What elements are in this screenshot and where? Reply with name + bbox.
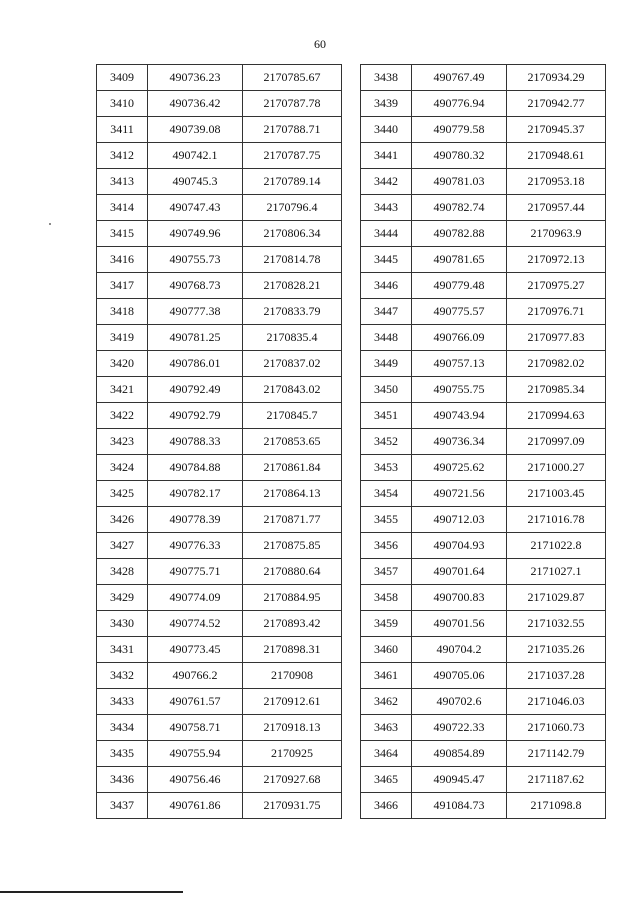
x-coordinate-cell: 490758.71 <box>148 715 243 741</box>
y-coordinate-cell: 2170853.65 <box>243 429 342 455</box>
y-coordinate-cell: 2170948.61 <box>507 143 606 169</box>
y-coordinate-cell: 2170880.64 <box>243 559 342 585</box>
table-row <box>97 481 342 507</box>
x-coordinate-cell: 490768.73 <box>148 273 243 299</box>
y-coordinate-cell: 2170912.61 <box>243 689 342 715</box>
y-coordinate-cell: 2170845.7 <box>243 403 342 429</box>
point-number-cell: 3451 <box>361 403 412 429</box>
table-row <box>97 221 342 247</box>
point-number-cell: 3409 <box>97 65 148 91</box>
point-number-cell: 3426 <box>97 507 148 533</box>
y-coordinate-cell: 2170982.02 <box>507 351 606 377</box>
point-number-cell: 3460 <box>361 637 412 663</box>
y-coordinate-cell: 2170945.37 <box>507 117 606 143</box>
table-row <box>361 195 606 221</box>
table-row <box>97 325 342 351</box>
table-row <box>97 65 342 91</box>
table-row <box>97 143 342 169</box>
table-row <box>361 351 606 377</box>
point-number-cell: 3412 <box>97 143 148 169</box>
scan-speck <box>49 223 51 225</box>
x-coordinate-cell: 490755.94 <box>148 741 243 767</box>
y-coordinate-cell: 2170861.84 <box>243 455 342 481</box>
point-number-cell: 3430 <box>97 611 148 637</box>
x-coordinate-cell: 490722.33 <box>412 715 507 741</box>
x-coordinate-cell: 490701.64 <box>412 559 507 585</box>
table-row <box>97 91 342 117</box>
table-row <box>361 559 606 585</box>
x-coordinate-cell: 490761.86 <box>148 793 243 819</box>
table-row <box>361 767 606 793</box>
table-row <box>361 455 606 481</box>
y-coordinate-cell: 2171003.45 <box>507 481 606 507</box>
x-coordinate-cell: 490736.34 <box>412 429 507 455</box>
y-coordinate-cell: 2170985.34 <box>507 377 606 403</box>
x-coordinate-cell: 490774.09 <box>148 585 243 611</box>
point-number-cell: 3457 <box>361 559 412 585</box>
x-coordinate-cell: 490782.17 <box>148 481 243 507</box>
y-coordinate-cell: 2171060.73 <box>507 715 606 741</box>
y-coordinate-cell: 2171022.8 <box>507 533 606 559</box>
point-number-cell: 3443 <box>361 195 412 221</box>
y-coordinate-cell: 2170864.13 <box>243 481 342 507</box>
point-number-cell: 3415 <box>97 221 148 247</box>
y-coordinate-cell: 2170963.9 <box>507 221 606 247</box>
table-row <box>361 481 606 507</box>
table-row <box>97 169 342 195</box>
x-coordinate-cell: 490779.58 <box>412 117 507 143</box>
point-number-cell: 3466 <box>361 793 412 819</box>
table-row <box>361 637 606 663</box>
x-coordinate-cell: 490736.23 <box>148 65 243 91</box>
point-number-cell: 3424 <box>97 455 148 481</box>
table-row <box>97 117 342 143</box>
x-coordinate-cell: 490705.06 <box>412 663 507 689</box>
table-row <box>361 663 606 689</box>
x-coordinate-cell: 490854.89 <box>412 741 507 767</box>
y-coordinate-cell: 2170957.44 <box>507 195 606 221</box>
y-coordinate-cell: 2170884.95 <box>243 585 342 611</box>
point-number-cell: 3411 <box>97 117 148 143</box>
point-number-cell: 3461 <box>361 663 412 689</box>
table-row <box>97 195 342 221</box>
y-coordinate-cell: 2170942.77 <box>507 91 606 117</box>
x-coordinate-cell: 490712.03 <box>412 507 507 533</box>
point-number-cell: 3434 <box>97 715 148 741</box>
point-number-cell: 3416 <box>97 247 148 273</box>
point-number-cell: 3464 <box>361 741 412 767</box>
x-coordinate-cell: 490766.09 <box>412 325 507 351</box>
x-coordinate-cell: 490701.56 <box>412 611 507 637</box>
table-row <box>361 403 606 429</box>
page-number: 60 <box>314 37 326 51</box>
point-number-cell: 3427 <box>97 533 148 559</box>
y-coordinate-cell: 2170931.75 <box>243 793 342 819</box>
table-row <box>97 793 342 819</box>
x-coordinate-cell: 490766.2 <box>148 663 243 689</box>
y-coordinate-cell: 2170994.63 <box>507 403 606 429</box>
point-number-cell: 3410 <box>97 91 148 117</box>
table-row <box>97 533 342 559</box>
point-number-cell: 3447 <box>361 299 412 325</box>
y-coordinate-cell: 2170814.78 <box>243 247 342 273</box>
y-coordinate-cell: 2170893.42 <box>243 611 342 637</box>
table-row <box>361 117 606 143</box>
x-coordinate-cell: 490782.74 <box>412 195 507 221</box>
point-number-cell: 3420 <box>97 351 148 377</box>
point-number-cell: 3463 <box>361 715 412 741</box>
table-row <box>361 689 606 715</box>
y-coordinate-cell: 2171016.78 <box>507 507 606 533</box>
y-coordinate-cell: 2170787.75 <box>243 143 342 169</box>
point-number-cell: 3448 <box>361 325 412 351</box>
coordinate-table-right <box>360 64 606 819</box>
point-number-cell: 3458 <box>361 585 412 611</box>
table-row <box>97 585 342 611</box>
y-coordinate-cell: 2170976.71 <box>507 299 606 325</box>
point-number-cell: 3450 <box>361 377 412 403</box>
point-number-cell: 3453 <box>361 455 412 481</box>
x-coordinate-cell: 490784.88 <box>148 455 243 481</box>
y-coordinate-cell: 2170972.13 <box>507 247 606 273</box>
point-number-cell: 3423 <box>97 429 148 455</box>
x-coordinate-cell: 490756.46 <box>148 767 243 793</box>
table-row <box>97 767 342 793</box>
point-number-cell: 3445 <box>361 247 412 273</box>
y-coordinate-cell: 2170975.27 <box>507 273 606 299</box>
point-number-cell: 3442 <box>361 169 412 195</box>
y-coordinate-cell: 2170908 <box>243 663 342 689</box>
x-coordinate-cell: 490792.79 <box>148 403 243 429</box>
table-row <box>97 247 342 273</box>
y-coordinate-cell: 2170785.67 <box>243 65 342 91</box>
x-coordinate-cell: 490721.56 <box>412 481 507 507</box>
x-coordinate-cell: 490704.2 <box>412 637 507 663</box>
table-row <box>361 793 606 819</box>
table-row <box>97 559 342 585</box>
x-coordinate-cell: 490739.08 <box>148 117 243 143</box>
table-row <box>361 91 606 117</box>
x-coordinate-cell: 490749.96 <box>148 221 243 247</box>
table-row <box>97 351 342 377</box>
point-number-cell: 3440 <box>361 117 412 143</box>
point-number-cell: 3438 <box>361 65 412 91</box>
x-coordinate-cell: 490742.1 <box>148 143 243 169</box>
point-number-cell: 3452 <box>361 429 412 455</box>
x-coordinate-cell: 490782.88 <box>412 221 507 247</box>
table-row <box>361 377 606 403</box>
point-number-cell: 3435 <box>97 741 148 767</box>
table-row <box>361 299 606 325</box>
y-coordinate-cell: 2170806.34 <box>243 221 342 247</box>
table-row <box>361 429 606 455</box>
x-coordinate-cell: 491084.73 <box>412 793 507 819</box>
table-row <box>361 169 606 195</box>
x-coordinate-cell: 490788.33 <box>148 429 243 455</box>
point-number-cell: 3422 <box>97 403 148 429</box>
y-coordinate-cell: 2171187.62 <box>507 767 606 793</box>
table-row <box>97 455 342 481</box>
x-coordinate-cell: 490786.01 <box>148 351 243 377</box>
table-row <box>97 611 342 637</box>
point-number-cell: 3454 <box>361 481 412 507</box>
point-number-cell: 3418 <box>97 299 148 325</box>
y-coordinate-cell: 2170788.71 <box>243 117 342 143</box>
x-coordinate-cell: 490775.71 <box>148 559 243 585</box>
y-coordinate-cell: 2170789.14 <box>243 169 342 195</box>
y-coordinate-cell: 2170918.13 <box>243 715 342 741</box>
x-coordinate-cell: 490775.57 <box>412 299 507 325</box>
point-number-cell: 3432 <box>97 663 148 689</box>
x-coordinate-cell: 490702.6 <box>412 689 507 715</box>
x-coordinate-cell: 490781.03 <box>412 169 507 195</box>
point-number-cell: 3431 <box>97 637 148 663</box>
table-row <box>361 611 606 637</box>
table-row <box>97 299 342 325</box>
y-coordinate-cell: 2171027.1 <box>507 559 606 585</box>
point-number-cell: 3433 <box>97 689 148 715</box>
x-coordinate-cell: 490776.33 <box>148 533 243 559</box>
y-coordinate-cell: 2170898.31 <box>243 637 342 663</box>
y-coordinate-cell: 2170875.85 <box>243 533 342 559</box>
y-coordinate-cell: 2171098.8 <box>507 793 606 819</box>
table-row <box>97 429 342 455</box>
table-row <box>97 741 342 767</box>
table-row <box>361 65 606 91</box>
y-coordinate-cell: 2170828.21 <box>243 273 342 299</box>
point-number-cell: 3428 <box>97 559 148 585</box>
y-coordinate-cell: 2170997.09 <box>507 429 606 455</box>
y-coordinate-cell: 2170796.4 <box>243 195 342 221</box>
point-number-cell: 3419 <box>97 325 148 351</box>
table-row <box>361 741 606 767</box>
point-number-cell: 3441 <box>361 143 412 169</box>
coordinate-table-right-body <box>361 65 606 819</box>
point-number-cell: 3444 <box>361 221 412 247</box>
y-coordinate-cell: 2171035.26 <box>507 637 606 663</box>
point-number-cell: 3465 <box>361 767 412 793</box>
x-coordinate-cell: 490747.43 <box>148 195 243 221</box>
x-coordinate-cell: 490781.25 <box>148 325 243 351</box>
point-number-cell: 3462 <box>361 689 412 715</box>
y-coordinate-cell: 2170927.68 <box>243 767 342 793</box>
x-coordinate-cell: 490700.83 <box>412 585 507 611</box>
x-coordinate-cell: 490757.13 <box>412 351 507 377</box>
y-coordinate-cell: 2170953.18 <box>507 169 606 195</box>
point-number-cell: 3456 <box>361 533 412 559</box>
point-number-cell: 3459 <box>361 611 412 637</box>
coordinate-table-left <box>96 64 342 819</box>
y-coordinate-cell: 2171032.55 <box>507 611 606 637</box>
y-coordinate-cell: 2170835.4 <box>243 325 342 351</box>
table-row <box>97 273 342 299</box>
x-coordinate-cell: 490945.47 <box>412 767 507 793</box>
point-number-cell: 3446 <box>361 273 412 299</box>
point-number-cell: 3449 <box>361 351 412 377</box>
point-number-cell: 3421 <box>97 377 148 403</box>
x-coordinate-cell: 490780.32 <box>412 143 507 169</box>
y-coordinate-cell: 2170843.02 <box>243 377 342 403</box>
y-coordinate-cell: 2170833.79 <box>243 299 342 325</box>
table-row <box>361 247 606 273</box>
table-row <box>97 715 342 741</box>
table-row <box>361 585 606 611</box>
x-coordinate-cell: 490777.38 <box>148 299 243 325</box>
table-row <box>361 715 606 741</box>
y-coordinate-cell: 2170871.77 <box>243 507 342 533</box>
table-row <box>97 377 342 403</box>
point-number-cell: 3414 <box>97 195 148 221</box>
y-coordinate-cell: 2170977.83 <box>507 325 606 351</box>
x-coordinate-cell: 490755.73 <box>148 247 243 273</box>
x-coordinate-cell: 490745.3 <box>148 169 243 195</box>
x-coordinate-cell: 490779.48 <box>412 273 507 299</box>
y-coordinate-cell: 2170837.02 <box>243 351 342 377</box>
table-row <box>361 325 606 351</box>
y-coordinate-cell: 2170934.29 <box>507 65 606 91</box>
table-row <box>97 663 342 689</box>
y-coordinate-cell: 2171046.03 <box>507 689 606 715</box>
y-coordinate-cell: 2171029.87 <box>507 585 606 611</box>
table-row <box>97 507 342 533</box>
point-number-cell: 3437 <box>97 793 148 819</box>
table-row <box>97 403 342 429</box>
x-coordinate-cell: 490736.42 <box>148 91 243 117</box>
x-coordinate-cell: 490781.65 <box>412 247 507 273</box>
point-number-cell: 3439 <box>361 91 412 117</box>
table-row <box>361 221 606 247</box>
y-coordinate-cell: 2171037.28 <box>507 663 606 689</box>
y-coordinate-cell: 2170925 <box>243 741 342 767</box>
table-row <box>361 143 606 169</box>
footnote-rule <box>0 891 183 893</box>
y-coordinate-cell: 2171000.27 <box>507 455 606 481</box>
point-number-cell: 3417 <box>97 273 148 299</box>
point-number-cell: 3455 <box>361 507 412 533</box>
point-number-cell: 3425 <box>97 481 148 507</box>
x-coordinate-cell: 490767.49 <box>412 65 507 91</box>
y-coordinate-cell: 2170787.78 <box>243 91 342 117</box>
table-row <box>361 533 606 559</box>
x-coordinate-cell: 490792.49 <box>148 377 243 403</box>
x-coordinate-cell: 490761.57 <box>148 689 243 715</box>
x-coordinate-cell: 490774.52 <box>148 611 243 637</box>
table-row <box>361 507 606 533</box>
table-row <box>361 273 606 299</box>
point-number-cell: 3413 <box>97 169 148 195</box>
table-row <box>97 689 342 715</box>
table-row <box>97 637 342 663</box>
point-number-cell: 3436 <box>97 767 148 793</box>
x-coordinate-cell: 490755.75 <box>412 377 507 403</box>
x-coordinate-cell: 490778.39 <box>148 507 243 533</box>
point-number-cell: 3429 <box>97 585 148 611</box>
y-coordinate-cell: 2171142.79 <box>507 741 606 767</box>
coordinate-table-left-body <box>97 65 342 819</box>
x-coordinate-cell: 490704.93 <box>412 533 507 559</box>
x-coordinate-cell: 490725.62 <box>412 455 507 481</box>
x-coordinate-cell: 490776.94 <box>412 91 507 117</box>
x-coordinate-cell: 490743.94 <box>412 403 507 429</box>
x-coordinate-cell: 490773.45 <box>148 637 243 663</box>
